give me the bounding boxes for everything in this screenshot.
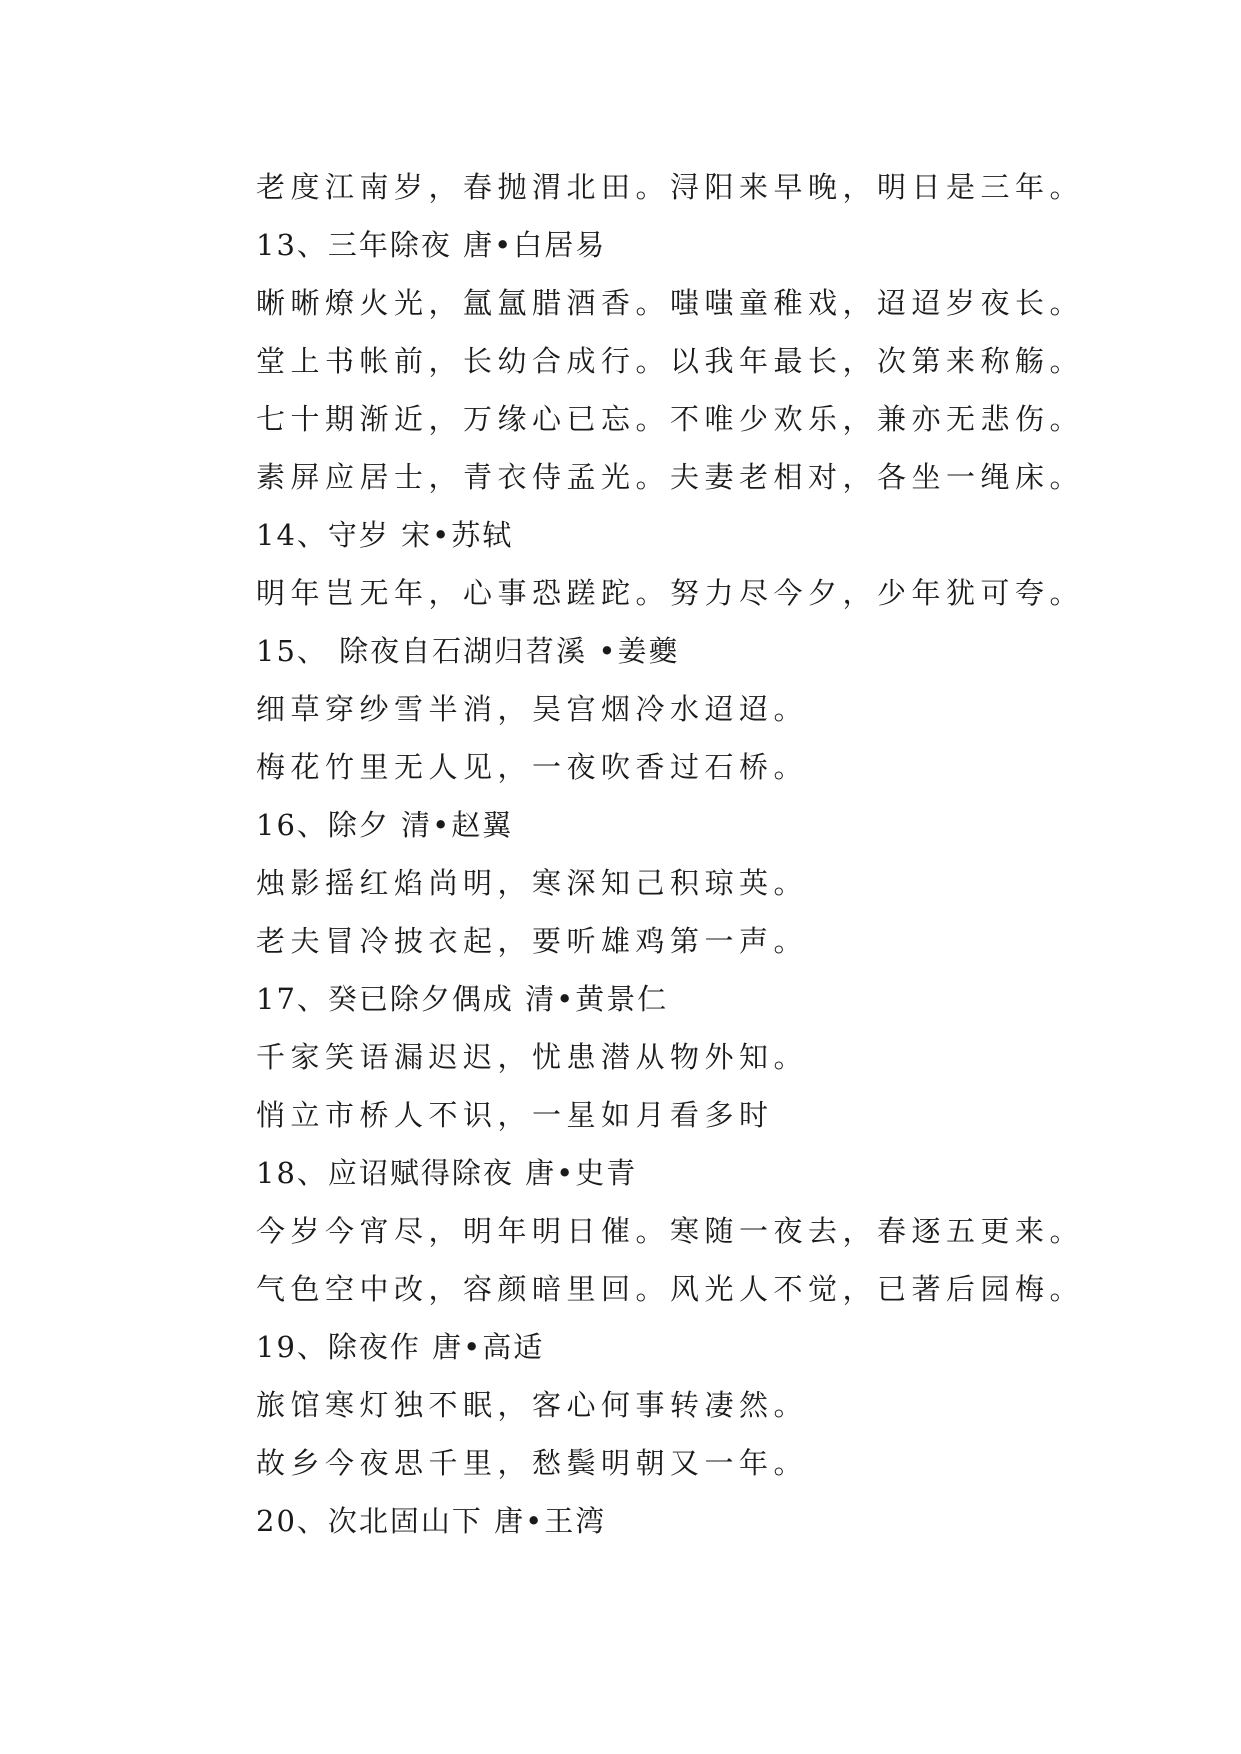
poem-line: 旅馆寒灯独不眠，客心何事转凄然。: [256, 1388, 809, 1422]
poem-line: 烛影摇红焰尚明，寒深知己积琼英。: [256, 866, 809, 900]
poem-title: 14、守岁 宋•苏轼: [256, 518, 514, 552]
poem-title: 18、应诏赋得除夜 唐•史青: [256, 1156, 638, 1190]
poem-title: 20、次北固山下 唐•王湾: [256, 1504, 607, 1538]
poem-line: 老夫冒冷披衣起，要听雄鸡第一声。: [256, 924, 809, 958]
poem-title: 19、除夜作 唐•高适: [256, 1330, 545, 1364]
poem-line: 晰晰燎火光，氲氲腊酒香。嗤嗤童稚戏，迢迢岁夜长。: [256, 286, 1085, 320]
poem-line: 悄立市桥人不识，一星如月看多时: [256, 1098, 774, 1132]
poem-line: 今岁今宵尽，明年明日催。寒随一夜去，春逐五更来。: [256, 1214, 1085, 1248]
poem-title: 13、三年除夜 唐•白居易: [256, 228, 607, 262]
poem-line: 素屏应居士，青衣侍孟光。夫妻老相对，各坐一绳床。: [256, 460, 1085, 494]
poem-line: 梅花竹里无人见，一夜吹香过石桥。: [256, 750, 809, 784]
document-page: [256, 158, 1156, 1550]
poem-title: 16、除夕 清•赵翼: [256, 808, 514, 842]
poem-line: 老度江南岁，春抛渭北田。浔阳来早晚，明日是三年。: [256, 170, 1085, 204]
poem-line: 细草穿纱雪半消，吴宫烟冷水迢迢。: [256, 692, 809, 726]
poem-line: 七十期渐近，万缘心已忘。不唯少欢乐，兼亦无悲伤。: [256, 402, 1085, 436]
poem-line: 气色空中改，容颜暗里回。风光人不觉，已著后园梅。: [256, 1272, 1085, 1306]
poem-line: 明年岂无年，心事恐蹉跎。努力尽今夕，少年犹可夸。: [256, 576, 1085, 610]
poem-title: 17、癸已除夕偶成 清•黄景仁: [256, 982, 669, 1016]
poem-title: 15、 除夜自石湖归苕溪 •姜夔: [256, 634, 680, 668]
poem-line: 堂上书帐前，长幼合成行。以我年最长，次第来称觞。: [256, 344, 1085, 378]
poem-line: 故乡今夜思千里，愁鬓明朝又一年。: [256, 1446, 809, 1480]
poem-line: 千家笑语漏迟迟，忧患潜从物外知。: [256, 1040, 809, 1074]
